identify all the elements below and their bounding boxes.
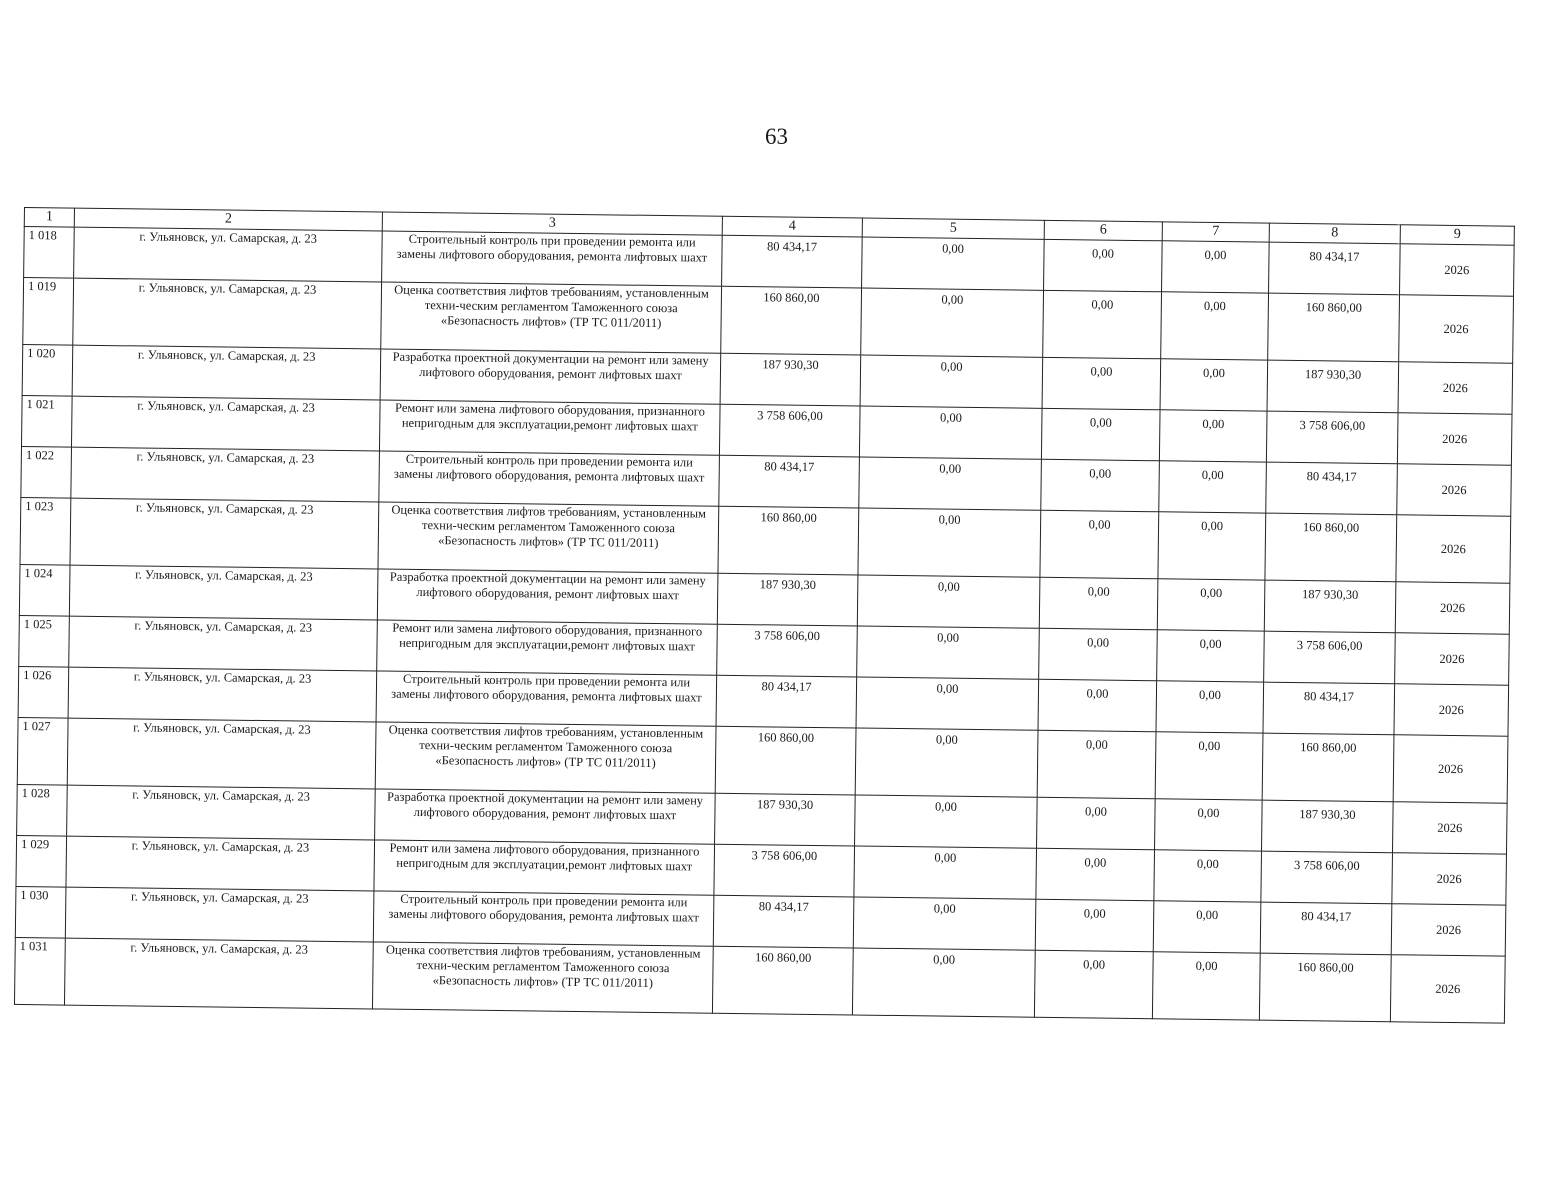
header-col-2: 2: [74, 208, 382, 231]
header-col-3: 3: [382, 212, 722, 235]
row-col-4: 3 758 606,00: [717, 624, 858, 677]
row-address: г. Ульяновск, ул. Самарская, д. 23: [69, 565, 378, 620]
row-col-9: 2026: [1392, 853, 1507, 905]
row-col-7: 0,00: [1154, 850, 1262, 902]
header-col-6: 6: [1044, 220, 1162, 240]
row-work-description: Разработка проектной документации на ремонт или замену лифтового оборудования, ремонт лифтовых шахт: [375, 789, 716, 844]
row-address: г. Ульяновск, ул. Самарская, д. 23: [64, 938, 373, 1009]
row-col-5: 0,00: [860, 355, 1043, 408]
row-address: г. Ульяновск, ул. Самарская, д. 23: [71, 447, 380, 502]
row-col-7: 0,00: [1158, 512, 1266, 580]
row-col-4: 3 758 606,00: [719, 404, 860, 457]
row-address: г. Ульяновск, ул. Самарская, д. 23: [67, 785, 376, 840]
header-col-5: 5: [862, 218, 1044, 239]
row-col-4: 160 860,00: [715, 726, 856, 795]
row-col-8: 160 860,00: [1259, 953, 1391, 1022]
row-col-9: 2026: [1394, 684, 1509, 736]
row-col-8: 80 434,17: [1266, 462, 1398, 515]
schedule-sheet: [14, 207, 1514, 1024]
page-number: 63: [765, 124, 788, 149]
header-col-9: 9: [1400, 225, 1514, 245]
row-address: г. Ульяновск, ул. Самарская, д. 23: [67, 718, 376, 789]
row-number: 1 026: [18, 666, 69, 718]
row-work-description: Разработка проектной документации на ремонт или замену лифтового оборудования, ремонт лифтовых шахт: [377, 569, 718, 624]
row-col-7: 0,00: [1157, 579, 1265, 631]
row-col-5: 0,00: [861, 288, 1044, 357]
header-col-7: 7: [1162, 222, 1269, 242]
row-col-9: 2026: [1396, 515, 1511, 583]
row-col-7: 0,00: [1162, 241, 1270, 293]
row-col-9: 2026: [1391, 904, 1506, 956]
row-col-9: 2026: [1395, 582, 1510, 634]
row-address: г. Ульяновск, ул. Самарская, д. 23: [74, 227, 383, 282]
row-col-7: 0,00: [1156, 681, 1264, 733]
row-col-6: 0,00: [1039, 577, 1158, 629]
row-work-description: Оценка соответствия лифтов требованиям, установленным техни-ческим регламентом Таможенного союза «Безопасность лифтов» (ТР ТС 011/2011): [378, 502, 719, 573]
row-col-6: 0,00: [1039, 628, 1158, 680]
row-col-4: 3 758 606,00: [714, 844, 855, 897]
row-col-7: 0,00: [1159, 461, 1267, 513]
row-number: 1 028: [17, 784, 68, 836]
row-number: 1 031: [14, 937, 65, 1005]
row-address: г. Ульяновск, ул. Самарская, д. 23: [70, 498, 379, 569]
row-col-6: 0,00: [1044, 239, 1163, 291]
row-col-8: 160 860,00: [1268, 293, 1400, 362]
row-col-5: 0,00: [857, 626, 1040, 679]
row-work-description: Строительный контроль при проведении ремонта или замены лифтового оборудования, ремонта лифтовых шахт: [376, 671, 717, 726]
row-number: 1 021: [21, 395, 72, 447]
row-col-9: 2026: [1392, 802, 1507, 854]
row-col-9: 2026: [1395, 633, 1510, 685]
row-work-description: Строительный контроль при проведении ремонта или замены лифтового оборудования, ремонта лифтовых шахт: [379, 451, 720, 506]
row-col-4: 80 434,17: [722, 235, 863, 288]
row-col-4: 160 860,00: [712, 946, 853, 1015]
row-col-5: 0,00: [854, 846, 1037, 899]
header-col-4: 4: [722, 216, 862, 237]
row-col-4: 187 930,30: [717, 573, 858, 626]
row-number: 1 018: [24, 227, 75, 279]
row-col-4: 80 434,17: [713, 895, 854, 948]
row-work-description: Строительный контроль при проведении ремонта или замены лифтового оборудования, ремонта лифтовых шахт: [382, 231, 723, 286]
row-col-9: 2026: [1397, 413, 1512, 465]
row-col-9: 2026: [1400, 244, 1515, 296]
row-col-8: 187 930,30: [1267, 360, 1399, 413]
row-col-4: 80 434,17: [719, 455, 860, 508]
row-number: 1 024: [19, 564, 70, 616]
row-col-6: 0,00: [1038, 679, 1157, 731]
row-col-8: 187 930,30: [1262, 800, 1394, 853]
row-number: 1 025: [19, 615, 70, 667]
row-address: г. Ульяновск, ул. Самарская, д. 23: [65, 887, 374, 942]
row-col-6: 0,00: [1041, 408, 1160, 460]
row-col-6: 0,00: [1040, 510, 1159, 578]
row-col-5: 0,00: [855, 795, 1038, 848]
row-col-8: 160 860,00: [1262, 733, 1394, 802]
row-col-9: 2026: [1399, 295, 1514, 363]
row-work-description: Ремонт или замена лифтового оборудования, признанного непригодным для эксплуатации,ремонт лифтовых шахт: [377, 620, 718, 675]
row-col-7: 0,00: [1153, 901, 1261, 953]
row-col-7: 0,00: [1157, 630, 1265, 682]
row-address: г. Ульяновск, ул. Самарская, д. 23: [73, 278, 382, 349]
row-col-6: 0,00: [1037, 730, 1156, 798]
row-col-8: 160 860,00: [1265, 513, 1397, 582]
row-work-description: Ремонт или замена лифтового оборудования, признанного непригодным для эксплуатации,ремонт лифтовых шахт: [374, 840, 715, 895]
row-col-5: 0,00: [858, 508, 1041, 577]
row-number: 1 022: [21, 446, 72, 498]
row-col-4: 160 860,00: [718, 506, 859, 575]
row-col-8: 80 434,17: [1260, 902, 1392, 955]
row-col-7: 0,00: [1161, 292, 1269, 360]
row-col-5: 0,00: [856, 677, 1039, 730]
row-number: 1 030: [15, 886, 66, 938]
row-col-6: 0,00: [1042, 357, 1161, 409]
row-col-6: 0,00: [1035, 899, 1154, 951]
row-col-5: 0,00: [857, 575, 1040, 628]
row-col-8: 3 758 606,00: [1264, 631, 1396, 684]
row-col-4: 80 434,17: [716, 675, 857, 728]
row-work-description: Оценка соответствия лифтов требованиям, установленным техни-ческим регламентом Таможенного союза «Безопасность лифтов» (ТР ТС 011/2011): [372, 942, 713, 1013]
row-number: 1 023: [20, 497, 71, 565]
row-col-4: 160 860,00: [721, 286, 862, 355]
row-address: г. Ульяновск, ул. Самарская, д. 23: [71, 396, 380, 451]
row-work-description: Разработка проектной документации на ремонт или замену лифтового оборудования, ремонт лифтовых шахт: [380, 349, 721, 404]
row-address: г. Ульяновск, ул. Самарская, д. 23: [69, 616, 378, 671]
row-col-9: 2026: [1398, 362, 1513, 414]
row-col-5: 0,00: [852, 948, 1035, 1017]
row-work-description: Оценка соответствия лифтов требованиям, установленным техни-ческим регламентом Таможенного союза «Безопасность лифтов» (ТР ТС 011/2011): [375, 722, 716, 793]
row-col-5: 0,00: [862, 237, 1045, 290]
row-col-7: 0,00: [1160, 359, 1268, 411]
row-col-6: 0,00: [1041, 459, 1160, 511]
row-col-8: 80 434,17: [1263, 682, 1395, 735]
row-col-8: 3 758 606,00: [1261, 851, 1393, 904]
row-col-6: 0,00: [1034, 950, 1153, 1018]
row-work-description: Оценка соответствия лифтов требованиям, установленным техни-ческим регламентом Таможенного союза «Безопасность лифтов» (ТР ТС 011/2011): [381, 282, 722, 353]
row-address: г. Ульяновск, ул. Самарская, д. 23: [72, 345, 381, 400]
row-col-9: 2026: [1397, 464, 1512, 516]
row-number: 1 027: [17, 717, 68, 785]
header-col-1: 1: [24, 208, 74, 228]
row-number: 1 029: [16, 835, 67, 887]
row-address: г. Ульяновск, ул. Самарская, д. 23: [66, 836, 375, 891]
row-col-6: 0,00: [1037, 797, 1156, 849]
row-col-9: 2026: [1390, 955, 1505, 1023]
row-col-8: 187 930,30: [1264, 580, 1396, 633]
row-col-7: 0,00: [1155, 799, 1263, 851]
row-col-7: 0,00: [1152, 952, 1260, 1020]
row-number: 1 020: [22, 344, 73, 396]
row-col-5: 0,00: [859, 457, 1042, 510]
row-col-6: 0,00: [1043, 290, 1162, 358]
works-table: [14, 207, 1515, 1024]
row-col-7: 0,00: [1159, 410, 1267, 462]
row-col-4: 187 930,30: [720, 353, 861, 406]
row-address: г. Ульяновск, ул. Самарская, д. 23: [68, 667, 377, 722]
row-col-5: 0,00: [855, 728, 1038, 797]
row-col-4: 187 930,30: [715, 793, 856, 846]
header-col-8: 8: [1269, 223, 1400, 244]
row-work-description: Строительный контроль при проведении ремонта или замены лифтового оборудования, ремонта лифтовых шахт: [373, 891, 714, 946]
row-col-9: 2026: [1393, 735, 1508, 803]
row-number: 1 019: [23, 278, 74, 346]
row-col-6: 0,00: [1036, 848, 1155, 900]
row-col-7: 0,00: [1155, 732, 1263, 800]
row-col-8: 80 434,17: [1269, 242, 1401, 295]
row-work-description: Ремонт или замена лифтового оборудования, признанного непригодным для эксплуатации,ремонт лифтовых шахт: [379, 400, 720, 455]
row-col-5: 0,00: [859, 406, 1042, 459]
row-col-5: 0,00: [853, 897, 1036, 950]
row-col-8: 3 758 606,00: [1266, 411, 1398, 464]
